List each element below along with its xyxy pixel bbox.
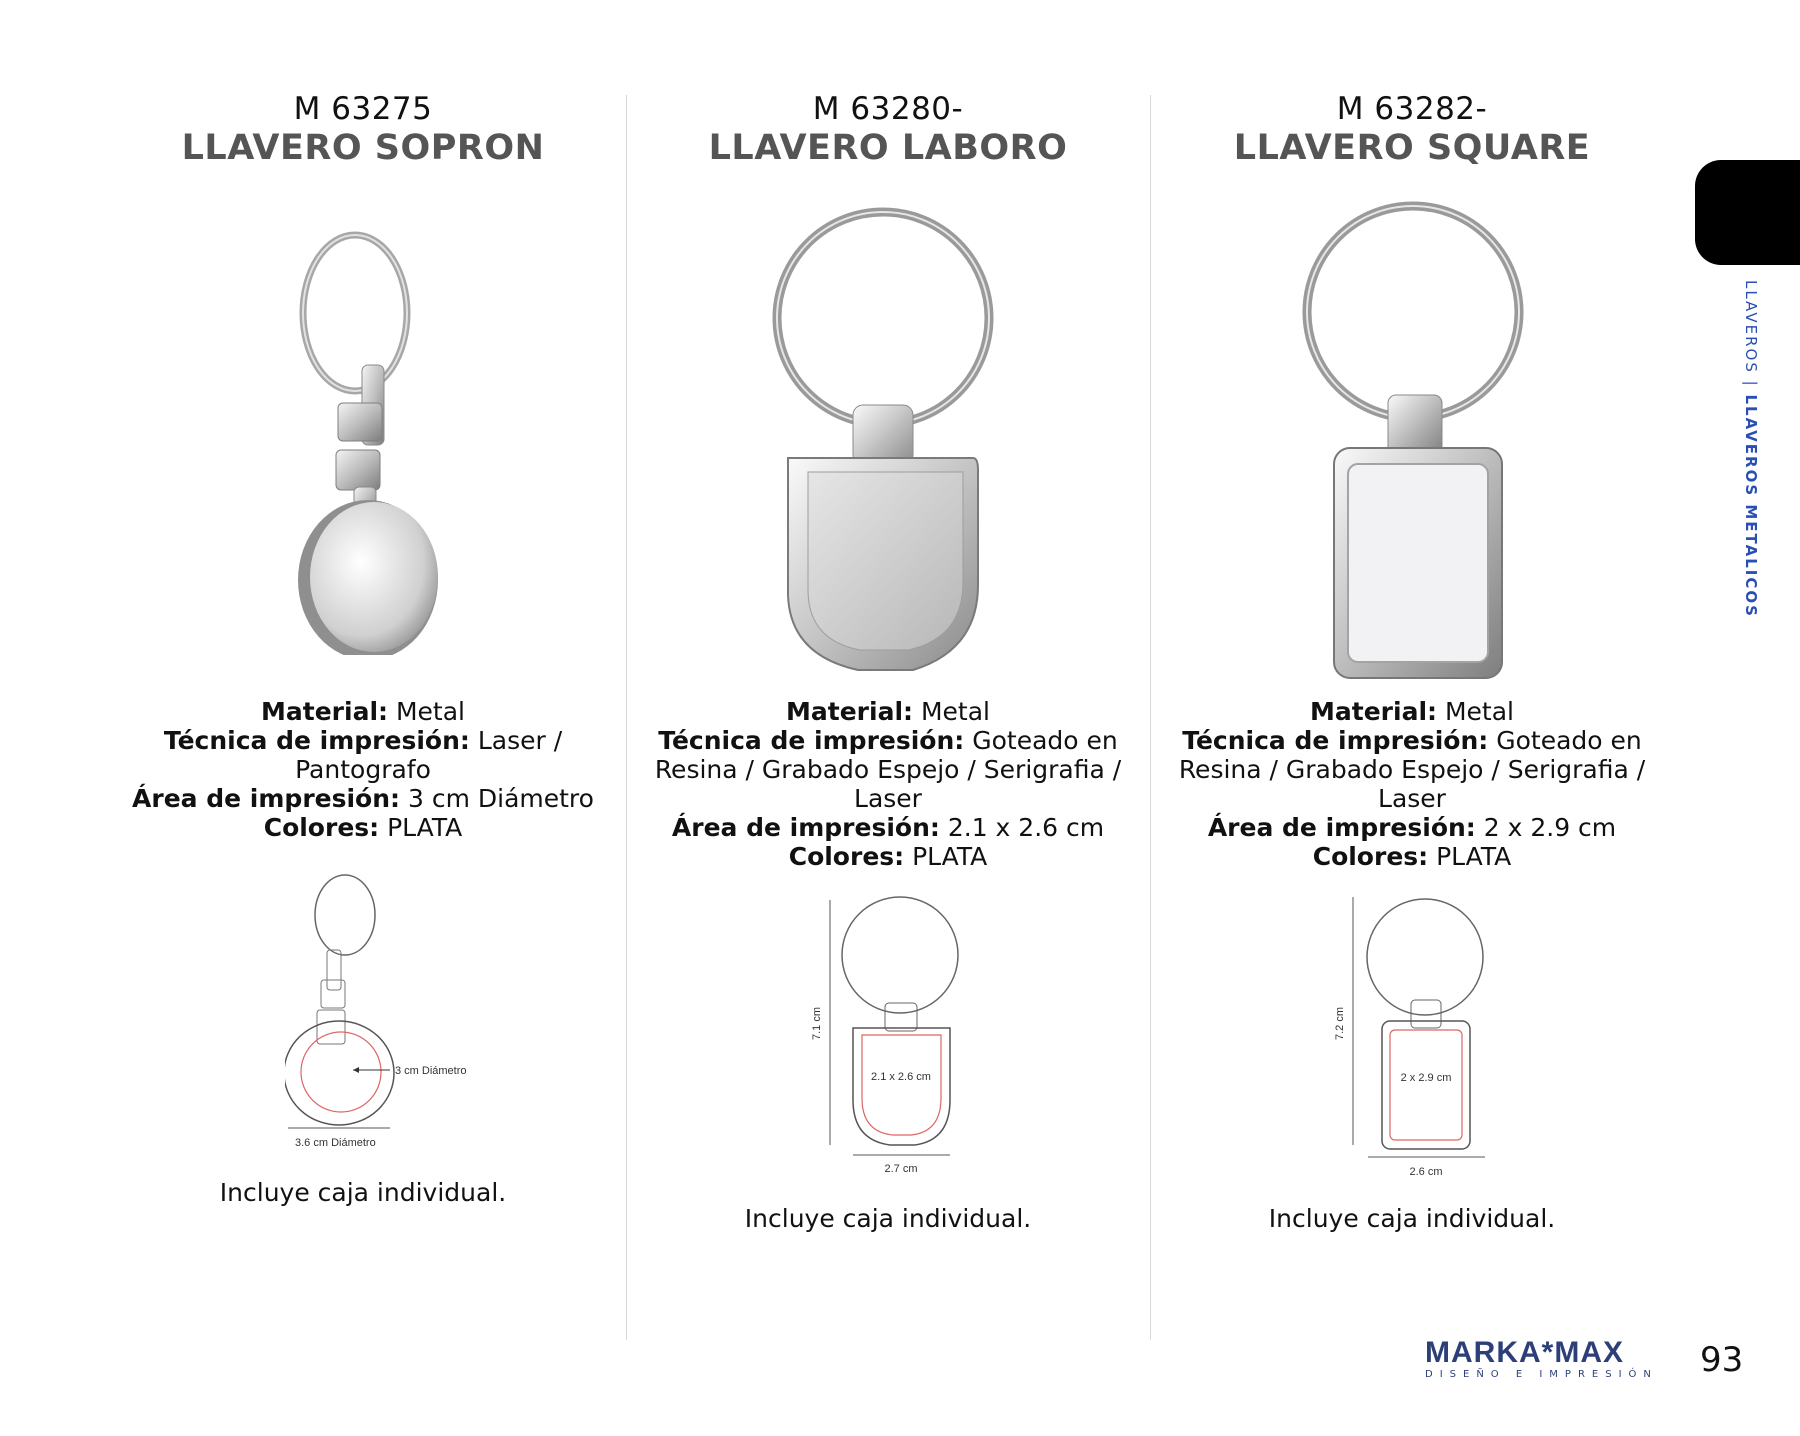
spec-block-sopron xyxy=(113,697,613,842)
product-name: LLAVERO SQUARE xyxy=(1233,128,1591,168)
column-divider xyxy=(626,95,627,1340)
product-header-square xyxy=(1162,90,1662,168)
spec-line: Colores: PLATA xyxy=(788,842,988,871)
dimension-label: 3 cm Diámetro xyxy=(395,1065,467,1077)
includes-box-note: Incluye caja individual. xyxy=(219,1178,507,1207)
square-dimension-drawing xyxy=(1325,895,1505,1185)
keychain-sopron-photo xyxy=(270,225,450,655)
brand-tagline: DISEÑO E IMPRESIÓN xyxy=(1425,1369,1658,1380)
brand-name: MARKA*MAX xyxy=(1425,1336,1624,1369)
keychain-laboro-photo xyxy=(768,200,1008,680)
brand-logo xyxy=(1425,1338,1675,1382)
dimension-label: 2 x 2.9 cm xyxy=(1400,1072,1452,1084)
spec-line: Área de impresión: 2.1 x 2.6 cm xyxy=(671,813,1105,842)
includes-box-note: Incluye caja individual. xyxy=(744,1204,1032,1233)
column-divider xyxy=(1150,95,1151,1340)
spec-line: Técnica de impresión: Laser / Pantografo xyxy=(163,726,563,784)
includes-box-note: Incluye caja individual. xyxy=(1268,1204,1556,1233)
product-header-sopron xyxy=(113,90,613,168)
spec-line: Colores: PLATA xyxy=(1312,842,1512,871)
product-name: LLAVERO LABORO xyxy=(708,128,1068,168)
spec-line: Material: Metal xyxy=(261,697,465,726)
product-code: M 63282- xyxy=(1336,91,1488,127)
product-code: M 63275 xyxy=(293,91,433,127)
section-label: LLAVEROS | LLAVEROS METALICOS xyxy=(1742,280,1760,618)
spec-block-square xyxy=(1162,697,1662,871)
keychain-square-photo xyxy=(1298,200,1538,680)
spec-line: Material: Metal xyxy=(1310,697,1514,726)
page-number: 93 xyxy=(1700,1340,1744,1380)
spec-line: Técnica de impresión: Goteado en Resina / Grabado Espejo / Serigrafia / Laser xyxy=(1178,726,1646,813)
spec-line: Colores: PLATA xyxy=(263,813,463,842)
section-tab xyxy=(1695,160,1800,265)
dimension-label: 2.6 cm xyxy=(1409,1166,1443,1178)
dimension-label: 3.6 cm Diámetro xyxy=(295,1137,376,1149)
product-code: M 63280- xyxy=(812,91,964,127)
dimension-label: 7.1 cm xyxy=(811,1006,823,1040)
spec-line: Área de impresión: 2 x 2.9 cm xyxy=(1207,813,1617,842)
laboro-dimension-drawing xyxy=(805,895,975,1185)
spec-line: Técnica de impresión: Goteado en Resina / Grabado Espejo / Serigrafia / Laser xyxy=(654,726,1122,813)
dimension-label: 2.7 cm xyxy=(884,1163,918,1175)
product-name: LLAVERO SOPRON xyxy=(181,128,545,168)
dimension-label: 2.1 x 2.6 cm xyxy=(871,1071,931,1083)
dimension-label: 7.2 cm xyxy=(1334,1006,1346,1040)
spec-line: Área de impresión: 3 cm Diámetro xyxy=(132,784,594,813)
product-header-laboro xyxy=(638,90,1138,168)
spec-block-laboro xyxy=(638,697,1138,871)
spec-line: Material: Metal xyxy=(786,697,990,726)
sopron-dimension-drawing xyxy=(285,870,505,1160)
